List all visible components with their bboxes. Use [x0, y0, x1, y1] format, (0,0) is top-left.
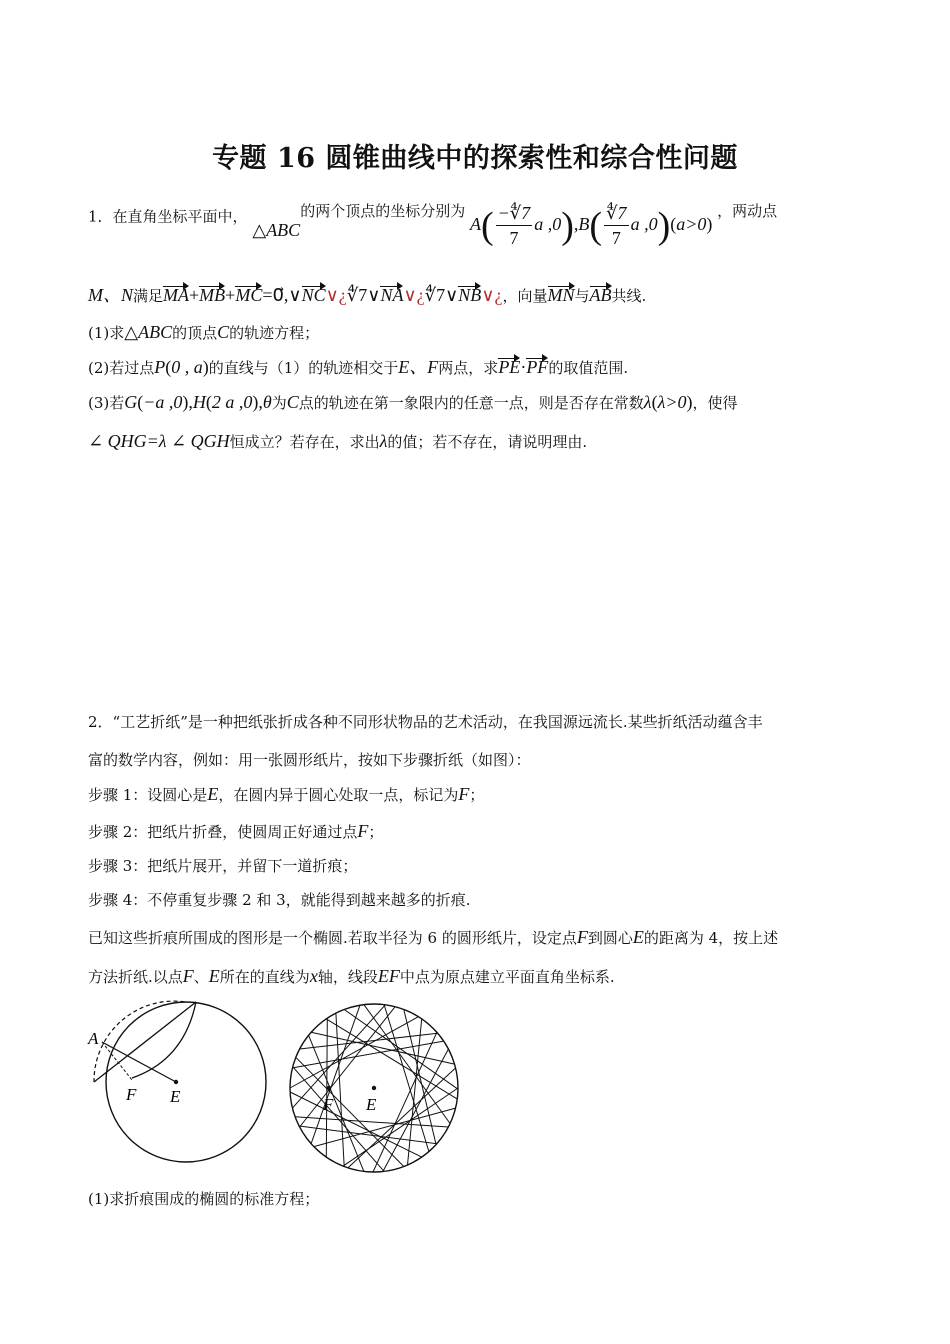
paper-circle	[106, 1002, 266, 1162]
crease-line	[336, 1013, 344, 1166]
label-f-2: F	[323, 1095, 334, 1114]
label-a: A	[88, 1029, 99, 1048]
q2-known-1: 已知这些折痕所围成的图形是一个椭圆.若取半径为 6 的圆形纸片，设定点F到圆心E的距离为 4，按上述	[88, 927, 779, 947]
q2-known-2: 方法折纸.以点F、E所在的直线为x轴，线段EF中点为原点建立平面直角坐标系.	[88, 966, 615, 986]
folded-arc-dashed	[94, 1001, 186, 1082]
label-e-2: E	[366, 1095, 377, 1114]
q1-part-1: (1)求△ABC的顶点C的轨迹方程；	[88, 322, 320, 342]
point-e	[174, 1080, 178, 1084]
point-e-2	[372, 1086, 376, 1090]
label-e: E	[170, 1087, 181, 1106]
q2-line-2: 富的数学内容，例如：用一张圆形纸片，按如下步骤折纸（如图）：	[88, 751, 531, 769]
q2-step-4: 步骤 4：不停重复步骤 2 和 3，就能得到越来越多的折痕.	[88, 891, 471, 909]
page-title: 专题 16 圆锥曲线中的探索性和综合性问题	[212, 143, 738, 174]
q2-step-3: 步骤 3：把纸片展开，并留下一道折痕；	[88, 857, 358, 875]
q2-step-1: 步骤 1：设圆心是E，在圆内异于圆心处取一点，标记为F；	[88, 784, 485, 804]
folding-diagram	[84, 1000, 274, 1180]
crease-line	[290, 1092, 422, 1157]
creases-diagram	[286, 1000, 462, 1176]
crease-line	[300, 1033, 438, 1049]
crease-line	[299, 1126, 437, 1144]
q1-part-3: (3)若G(−a ,0),H(2 a ,0),θ为C点的轨迹在第一象限内的任意一点，则是否存在常数λ(λ>0)，使得	[88, 392, 738, 412]
q1-line-2: M、N满足MA+MB+MC=0⃗,∨NC∨¿∜7∨NA∨¿∜7∨NB∨¿，向量MN与AB共线.	[88, 285, 647, 305]
q1-part-2: (2)若过点P(0 , a)的直线与（1）的轨迹相交于E、F两点，求PE·PF的取值范围.	[88, 357, 629, 377]
q2-step-2: 步骤 2：把纸片折叠，使圆周正好通过点F；	[88, 821, 384, 841]
q2-line-1: 2．“工艺折纸”是一种把纸张折成各种不同形状物品的艺术活动，在我国源远流长.某些折纸活动蕴含丰	[88, 713, 763, 731]
q1-line-1: 1．在直角坐标平面中， △ABC的两个顶点的坐标分别为 A( $\frac{-∜7}{7}$ a ,0),B( $\frac{∜7}{7}$ a ,0)(a>0) ，两动点	[88, 201, 778, 248]
q2-part-1: (1)求折痕围成的椭圆的标准方程；	[88, 1190, 320, 1208]
crease-line	[383, 1049, 449, 1172]
point-f-2	[327, 1086, 331, 1090]
crease-line	[292, 1005, 385, 1108]
folded-arc	[132, 1002, 196, 1078]
label-f: F	[126, 1085, 137, 1104]
q1-part-3-continued: ∠ QHG=λ ∠ QGH恒成立？若存在，求出λ的值；若不存在，请说明理由.	[88, 431, 588, 451]
crease-line	[295, 1117, 448, 1127]
crease-line	[348, 1068, 456, 1168]
